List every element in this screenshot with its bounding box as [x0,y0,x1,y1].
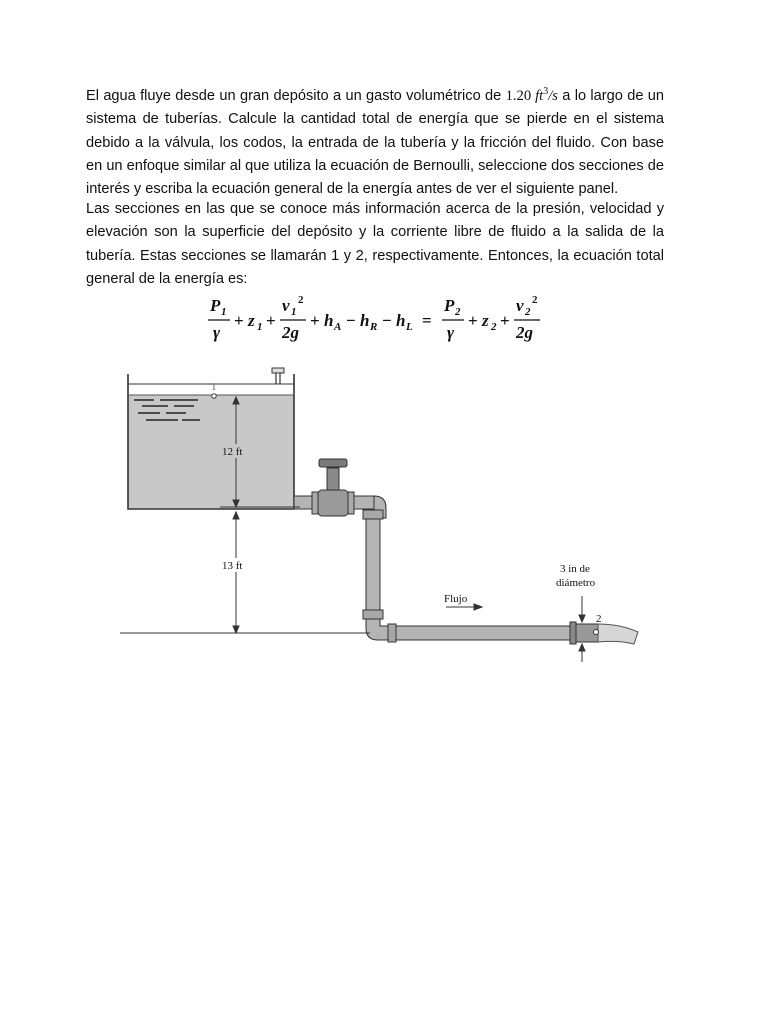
valve-handwheel [319,459,347,467]
dim-13-arrow-top [233,512,239,519]
water-jet [598,624,638,644]
elbow-lower-flange-right [388,624,396,642]
eq-plus-1: + [234,311,244,330]
point-2-marker [594,630,599,635]
valve-flange-right [348,492,354,514]
diameter-label-line1: 3 in de [560,563,590,575]
point-2-label: 2 [596,613,602,625]
dim-13-arrow-bottom [233,626,239,633]
reservoir-pipe-diagram [120,360,660,670]
dim-12-label: 12 ft [222,446,243,458]
eq-v1-exp: 2 [298,294,304,306]
diameter-label-line2: diámetro [556,577,596,589]
eq-v2: v [516,296,524,315]
sections-explanation: Las secciones en las que se conoce más información acerca de la presión, velocidad y elevación son la superficie del depósito y la corriente libre de fluido a la salida de la tubería. Estas secciones se llamarán 1 y 2, respectivamente. Entonces, la ecuación total general de la energía es: [86,201,664,288]
pipe-system [294,459,638,644]
flow-rate-exponent: 3 [543,86,549,97]
flow-label: Flujo [444,593,468,605]
flow-arrow-head [474,604,482,610]
energy-equation [200,293,560,345]
eq-ha: h [324,311,334,330]
eq-p2: P [444,296,455,315]
eq-v2-sub: 2 [525,306,531,318]
elbow-lower-flange [363,610,383,619]
eq-minus-1: − [346,311,356,330]
tank [128,368,294,509]
eq-p2-sub: 2 [455,306,461,318]
eq-2g-1: 2g [282,323,299,342]
eq-plus-2: + [266,311,276,330]
eq-p1-sub: 1 [221,306,227,318]
eq-gamma-1: γ [213,323,221,342]
eq-equals: = [422,311,432,330]
dim-13-label: 13 ft [222,560,243,572]
eq-z1-sub: 1 [257,321,263,333]
statement-text-end: a lo largo de un sistema de tuberías. Calcule la cantidad total de energía que se pierde en el sistema debido a la válvula, los codos, la entrada de la tubería y la fricción del fluido. Con base en un enfoque similar al que utiliza la ecuación de Bernoulli, seleccione dos secciones de interés y escriba la ecuación general de la energía antes de ver el siguiente panel. [86,87,665,198]
eq-plus-4: + [468,311,478,330]
diameter-arrow-top [579,615,585,622]
eq-z1: z [248,311,255,330]
eq-p1: P [210,296,221,315]
flow-rate-unit: ft [535,87,544,104]
pipe-vertical [366,518,380,618]
eq-z2-sub: 2 [491,321,497,333]
eq-hr-sub: R [370,321,378,333]
pipe-horizontal-upper [354,496,374,509]
valve-body [318,490,348,516]
nozzle-flange [570,622,576,644]
eq-v1-sub: 1 [291,306,297,318]
eq-hl: h [396,311,406,330]
eq-z2: z [482,311,489,330]
eq-minus-2: − [382,311,392,330]
problem-statement [86,80,664,202]
eq-plus-3: + [310,311,320,330]
pipe-horizontal-lower [396,626,570,640]
eq-2g-2: 2g [516,323,533,342]
eq-v1: v [282,296,290,315]
eq-hl-sub: L [406,321,413,333]
elbow-upper-flange [363,510,383,519]
eq-gamma-2: γ [447,323,455,342]
eq-v2-exp: 2 [532,294,538,306]
valve-stem [327,468,339,490]
eq-plus-5: + [500,311,510,330]
eq-ha-sub: A [334,321,342,333]
valve-flange-left [312,492,318,514]
diameter-arrow-bottom [579,644,585,651]
statement-text-start: El agua fluye desde un gran depósito a un gasto volumétrico de [86,87,506,104]
point-1-label: 1 [211,381,217,393]
flow-rate-per-second: /s [548,87,558,104]
flow-rate-value [506,88,558,104]
eq-hr: h [360,311,370,330]
tank-water [128,395,294,509]
point-1-marker [212,394,216,398]
flow-rate-number: 1.20 [505,87,536,104]
vent-cap [272,368,284,373]
